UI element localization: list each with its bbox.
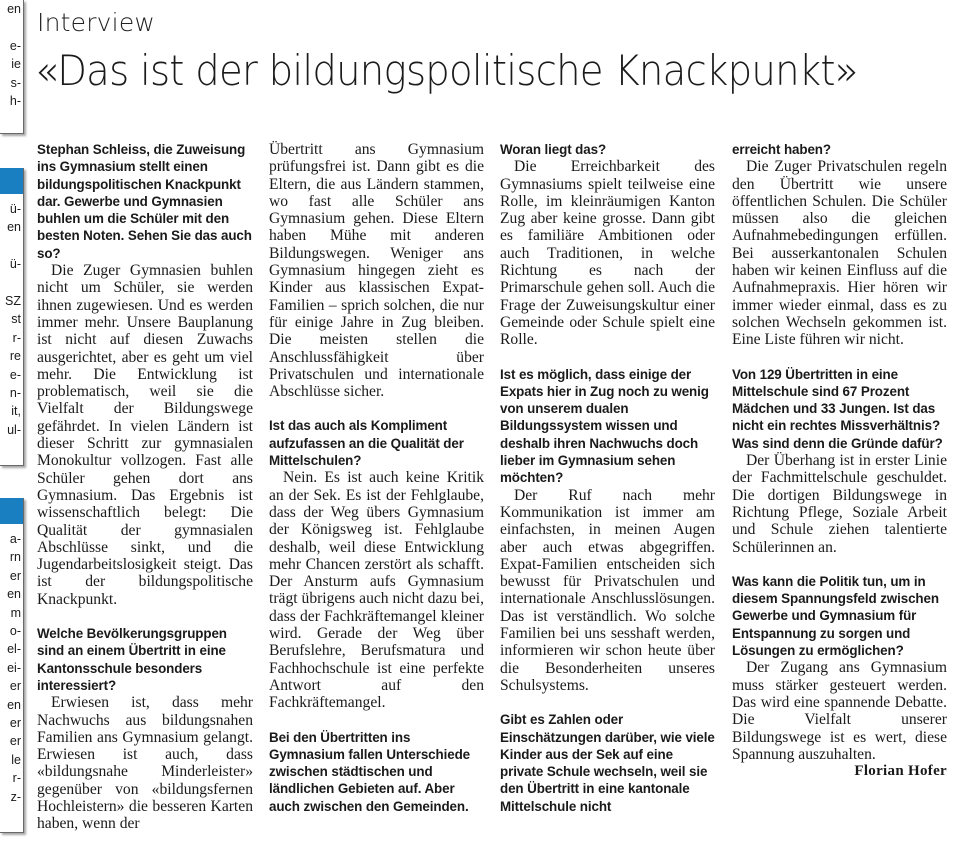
sidebar-text: m xyxy=(10,605,21,620)
sidebar-text: ei- xyxy=(7,660,21,675)
interview-answer: Erwiesen ist, dass mehr Nachwuchs aus bildungsnahen Familien ans Gymnasium gelangt. Erwiesen ist auch, dass «bildungsnahe Minderleister» gegenüber von «bildungsfernen Hochleistern» die besseren Karten haben, wenn der xyxy=(37,694,253,833)
sidebar-text: ü- xyxy=(9,202,21,216)
interview-question-continued: erreicht haben? xyxy=(732,142,831,157)
sidebar-text: le xyxy=(11,752,21,767)
sidebar-text: e- xyxy=(9,38,21,53)
article-kicker: Interview xyxy=(37,8,156,37)
interview-question: Stephan Schleiss, die Zuweisung ins Gymnasium stellt einen bildungspolitischen Knackpunkt dar. Gewerbe und Gymnasien buhlen um die Schüler mit den besten Noten. Sehen Sie das auch so? xyxy=(37,142,252,261)
sidebar-text: s- xyxy=(10,75,21,90)
blue-header-bar xyxy=(0,168,23,194)
sidebar-text: st xyxy=(11,312,21,327)
sidebar-text: rn xyxy=(9,550,21,565)
blue-header-bar xyxy=(0,498,23,524)
sidebar-text: en xyxy=(7,697,21,712)
sidebar-text xyxy=(0,274,23,292)
interview-answer: Der Ruf nach mehr Kommunikation ist immer am einfachsten, in meinen Augen aber auch etwas abgegriffen. Expat-Familien entscheiden sich bewusst für Privatschulen und internationale Anschlusslösungen. Das ist verständlich. Wo solche Familien bei uns sesshaft werden, informieren wir schon heute über die Besonderheiten unseres Schulsystems. xyxy=(500,486,715,694)
interview-question: Gibt es Zahlen oder Einschätzungen darüber, wie viele Kinder aus der Sek auf eine private Schule wechseln, weil sie den Übertritt in eine kantonale Mittelschule nicht xyxy=(500,712,715,814)
sidebar-text: ul- xyxy=(7,422,21,437)
interview-question: Ist es möglich, dass einige der Expats hier in Zug noch zu wenig von unserem dualen Bildungssystem wissen und deshalb ihren Nachwuchs doch lieber im Gymnasium sehen möchten? xyxy=(500,366,709,486)
author-byline: Florian Hofer xyxy=(854,763,947,780)
sidebar-text: ü- xyxy=(9,257,21,272)
sidebar-text: er xyxy=(9,679,21,694)
adjacent-article-box-bottom xyxy=(0,498,24,833)
interview-answer: Der Zugang ans Gymnasium muss stärker gesteuert werden. Das wird eine spannende Debatte. Die Vielfalt unserer Bildungswege ist es wert, diese Spannung auszuhalten. xyxy=(732,659,947,763)
sidebar-text xyxy=(0,18,23,36)
sidebar-text: e- xyxy=(9,367,21,382)
article-headline: «Das ist der bildungspolitische Knackpunkt» xyxy=(35,46,858,95)
sidebar-text: en xyxy=(7,587,21,602)
sidebar-text: r- xyxy=(12,771,21,786)
interview-answer: Nein. Es ist auch keine Kritik an der Sek. Es ist der Fehlglaube, dass der Weg übers Gymnasium der Königsweg ist. Fehlglaube deshalb, weil diese Entwicklung mehr Chancen zerstört als schafft. Der Ansturm aufs Gymnasium trägt übrigens auch nicht dazu bei, dass der Fachkräftemangel kleiner wird. Gerade der Weg über Berufslehre, Berufsmatura und Fachhochschule ist eine perfekte Antwort auf den Fachkräftemangel. xyxy=(269,469,484,712)
interview-question: Bei den Übertritten ins Gymnasium fallen Unterschiede zwischen städtischen und ländlichen Gebieten auf. Aber auch zwischen den Gemeinden. xyxy=(269,729,471,814)
article-column-2 xyxy=(269,141,484,815)
sidebar-text: er xyxy=(9,716,21,731)
sidebar-text: er xyxy=(9,734,21,749)
interview-question: Was kann die Politik tun, um in diesem Spannungsfeld zwischen Gewerbe und Gymnasium für Entspannung zu sorgen und Lösungen zu ermöglichen? xyxy=(732,573,939,659)
interview-answer: Die Zuger Gymnasien buhlen nicht um Schüler, sie werden ihnen zugewiesen. Und es werden immer mehr. Unsere Bauplanung ist nicht auf diesen Zuwachs ausgerichtet, aber es geht um viel mehr. Die Entwicklung ist problematisch, weil sie die Vielfalt der Bildungswege gefährdet. In vielen Ländern ist dieser Schritt zur gymnasialen Monokultur vollzogen. Fast alle Schüler gehen dort ans Gymnasium. Das Ergebnis ist wissenschaftlich belegt: Die Qualität der gymnasialen Abschlüsse sinkt, und die Jugendarbeitslosigkeit steigt. Das ist der bildungspolitische Knackpunkt. xyxy=(37,262,253,608)
sidebar-text: en xyxy=(7,220,21,235)
interview-question: Woran liegt das? xyxy=(500,142,607,157)
sidebar-text: r- xyxy=(12,330,21,345)
interview-question: Ist das auch als Kompliment aufzufassen an die Qualität der Mittelschulen? xyxy=(269,418,464,469)
sidebar-text: a- xyxy=(9,532,21,546)
sidebar-text: it, xyxy=(11,404,21,419)
sidebar-text: o- xyxy=(9,624,21,639)
interview-answer: Die Zuger Privatschulen regeln den Übertritt wie unsere öffentlichen Schulen. Die Schüler müssen also die gleichen Aufnahmebedingungen erfüllen. Bei ausserkantonalen Schulen haben wir keinen Einfluss auf die Aufnahmepraxis. Hier hören wir immer wieder einmal, dass es zu solchen Wechseln gekommen ist. Eine Liste führen wir nicht. xyxy=(732,158,947,349)
interview-question: Welche Bevölkerungsgruppen sind an einem Übertritt in eine Kantonsschule besonders interessiert? xyxy=(37,626,227,693)
sidebar-text: el- xyxy=(7,642,21,657)
sidebar-text: ie xyxy=(11,57,21,72)
adjacent-article-box-top xyxy=(0,0,24,134)
sidebar-text: n- xyxy=(9,386,21,401)
adjacent-article-box-middle xyxy=(0,168,24,466)
interview-question: Von 129 Übertritten in eine Mittelschule sind 67 Prozent Mädchen und 33 Jungen. Ist das nicht ein rechtes Missverhältnis? Was sind denn die Gründe dafür? xyxy=(732,366,943,451)
article-column-4 xyxy=(732,141,947,795)
interview-answer: Der Überhang ist in erster Linie der Fachmittelschule geschuldet. Die dortigen Bildungswege in Richtung Pflege, Soziale Arbeit und Schule ziehen talentierte Schülerinnen an. xyxy=(732,452,947,556)
sidebar-text: SZ xyxy=(5,294,21,309)
sidebar-text: er xyxy=(9,568,21,583)
sidebar-text xyxy=(0,237,23,255)
sidebar-text: z- xyxy=(10,789,21,804)
article-column-1 xyxy=(37,141,253,833)
interview-answer: Die Erreichbarkeit des Gymnasiums spielt teilweise eine Rolle, im kleinräumigen Kanton Zug aber keine grosse. Dann gibt es familiäre Ambitionen oder auch Traditionen, in welche Richtung es nach der Primarschule gehen soll. Auch die Frage der Zuweisungskultur einer Gemeinde oder Schule spielt eine Rolle. xyxy=(500,158,715,349)
sidebar-text: en xyxy=(7,2,21,16)
sidebar-text: h- xyxy=(9,94,21,109)
article-column-3 xyxy=(500,141,715,815)
sidebar-text: re xyxy=(9,349,21,364)
interview-answer-continued: Übertritt ans Gymnasium prüfungsfrei ist. Dann gibt es die Eltern, die aus Ländern stammen, wo fast alle Schüler ans Gymnasium gehen. Diese Eltern haben Mühe mit anderen Bildungswegen. Weniger ans Gymnasium hingegen zieht es Kinder aus klassischen Expat-Familien – sprich solchen, die nur für einige Jahre in Zug bleiben. Die meisten stellen die Anschlussfähigkeit über Privatschulen und internationale Abschlüsse sicher. xyxy=(269,141,484,401)
